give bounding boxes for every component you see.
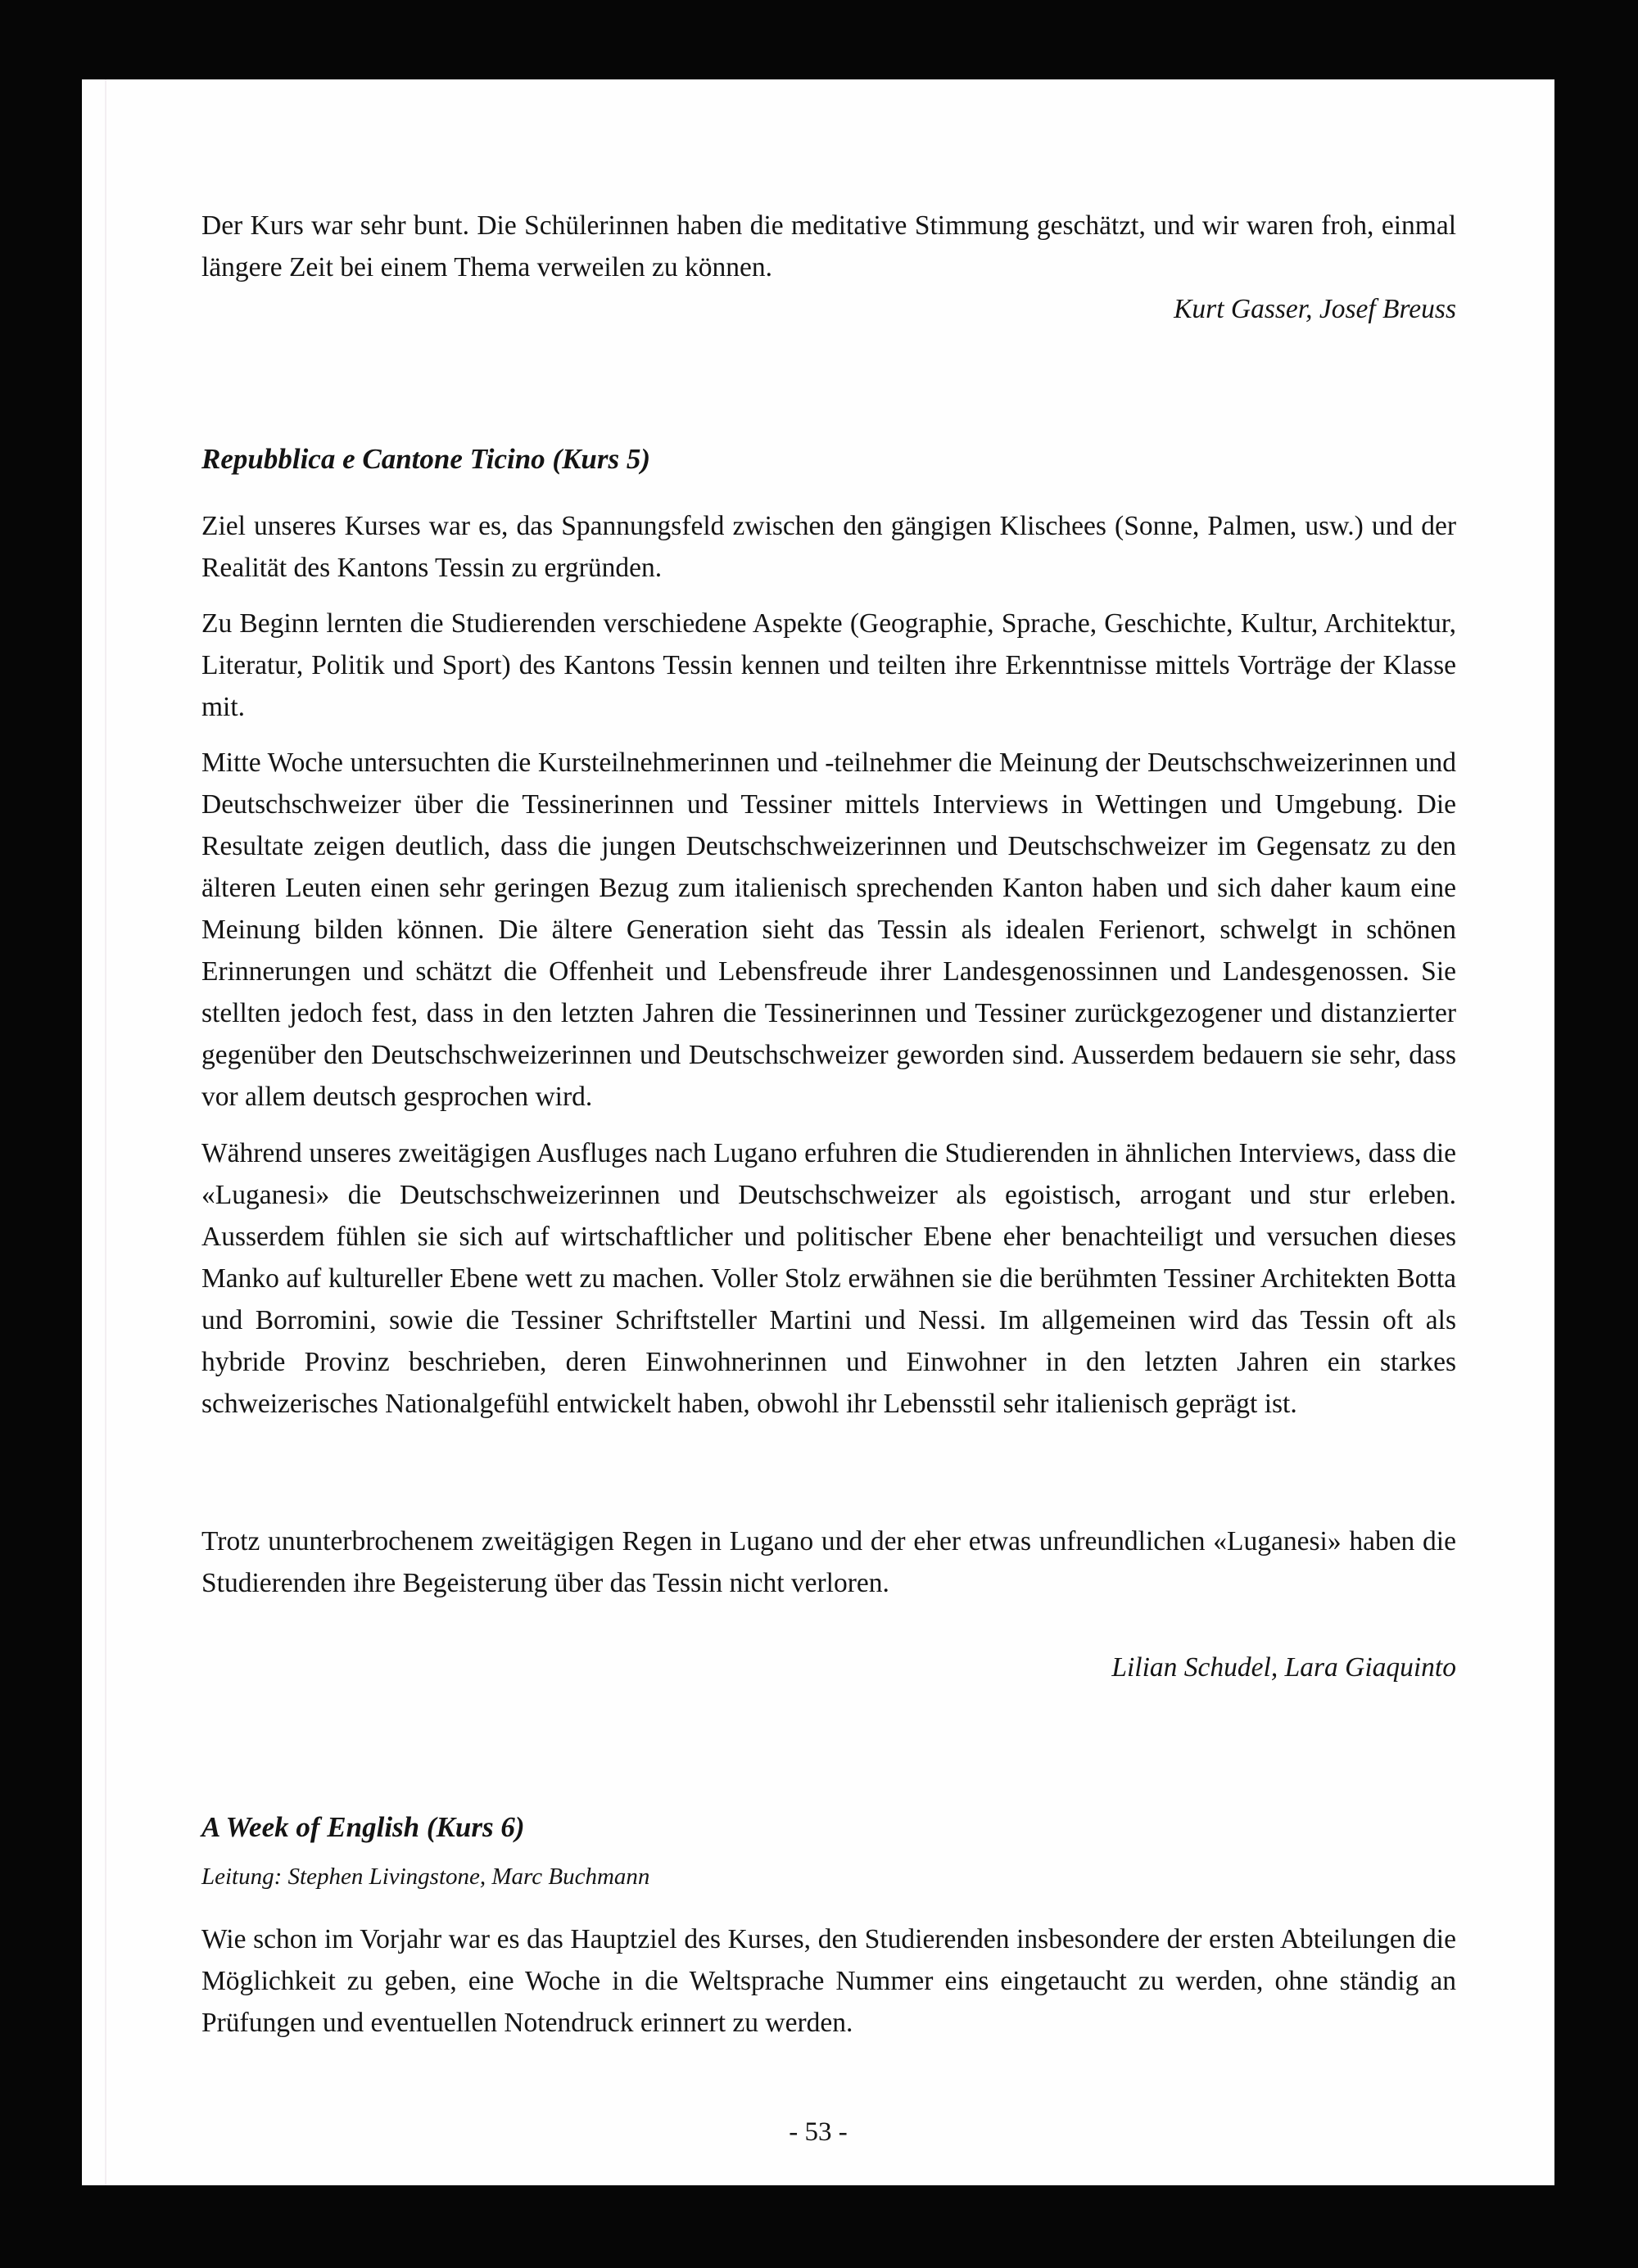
intro-signature: Kurt Gasser, Josef Breuss (1174, 294, 1456, 324)
document-page (82, 79, 1554, 2185)
kurs5-paragraph-4: Während unseres zweitägigen Ausfluges nach Lugano erfuhren die Studierenden in ähnlichen Interviews, dass die «Luganesi» die Deutschschweizerinnen und Deutschschweizer als egoistisch, arrogant und stur erleben. Ausserdem fühlen sie sich auf wirtschaftlicher und politischer Ebene eher benachteiligt und versuchen dieses Manko auf kultureller Ebene wett zu machen. Voller Stolz erwähnen sie die berühmten Tessiner Architekten Botta und Borromini, sowie die Tessiner Schriftsteller Martini und Nessi. Im allgemeinen wird das Tessin oft als hybride Provinz beschrieben, deren Einwohnerinnen und Einwohner in den letzten Jahren ein starkes schweizerisches Nationalgefühl entwickelt haben, obwohl ihr Lebensstil sehr italienisch geprägt ist. (201, 1138, 1456, 1419)
kurs5-paragraph-3: Mitte Woche untersuchten die Kursteilnehmerinnen und -teilnehmer die Meinung der Deutschschweizerinnen und Deutschschweizer über die Tessinerinnen und Tessiner mittels Interviews in Wettingen und Umgebung. Die Resultate zeigen deutlich, dass die jungen Deutschschweizerinnen und Deutschschweizer im Gegensatz zu den älteren Leuten einen sehr geringen Bezug zum italienisch sprechenden Kanton haben und sich daher kaum eine Meinung bilden können. Die ältere Generation sieht das Tessin als idealen Ferienort, schwelgt in schönen Erinnerungen und schätzt die Offenheit und Lebensfreude ihrer Landesgenossinnen und Landesgenossen. Sie stellten jedoch fest, dass in den letzten Jahren die Tessinerinnen und Tessiner zurückgezogener und distanzierter gegenüber den Deutschschweizerinnen und Deutschschweizer geworden sind. Ausserdem bedauern sie sehr, dass vor allem deutsch gesprochen wird. (201, 748, 1456, 1112)
section-heading-kurs6: A Week of English (Kurs 6) (201, 1811, 525, 1843)
kurs5-paragraph-1: Ziel unseres Kurses war es, das Spannungsfeld zwischen den gängigen Klischees (Sonne, Palmen, usw.) und der Realität des Kantons Tessin zu ergründen. (201, 511, 1456, 583)
section-heading-kurs5: Repubblica e Cantone Ticino (Kurs 5) (201, 443, 651, 475)
kurs5-paragraph-5: Trotz ununterbrochenem zweitägigen Regen in Lugano und der eher etwas unfreundlichen «Luganesi» haben die Studierenden ihre Begeisterung über das Tessin nicht verloren. (201, 1526, 1456, 1598)
kurs5-paragraph-2: Zu Beginn lernten die Studierenden verschiedene Aspekte (Geographie, Sprache, Geschichte, Kultur, Architektur, Literatur, Politik und Sport) des Kantons Tessin kennen und teilten ihre Erkenntnisse mittels Vorträge der Klasse mit. (201, 608, 1456, 722)
kurs6-paragraph-1: Wie schon im Vorjahr war es das Hauptziel des Kurses, den Studierenden insbesondere der ersten Abteilungen die Möglichkeit zu geben, eine Woche in die Weltsprache Nummer eins eingetaucht zu werden, ohne ständig an Prüfungen und eventuellen Notendruck erinnert zu werden. (201, 1924, 1456, 2038)
kurs5-signature: Lilian Schudel, Lara Giaquinto (1111, 1652, 1456, 1683)
page-number: - 53 - (789, 2117, 848, 2147)
binding-edge-line (105, 79, 106, 2185)
intro-paragraph: Der Kurs war sehr bunt. Die Schülerinnen haben die meditative Stimmung geschätzt, und wir waren froh, einmal längere Zeit bei einem Thema verweilen zu können. (201, 210, 1456, 282)
kurs6-lead: Leitung: Stephen Livingstone, Marc Buchmann (201, 1864, 650, 1890)
